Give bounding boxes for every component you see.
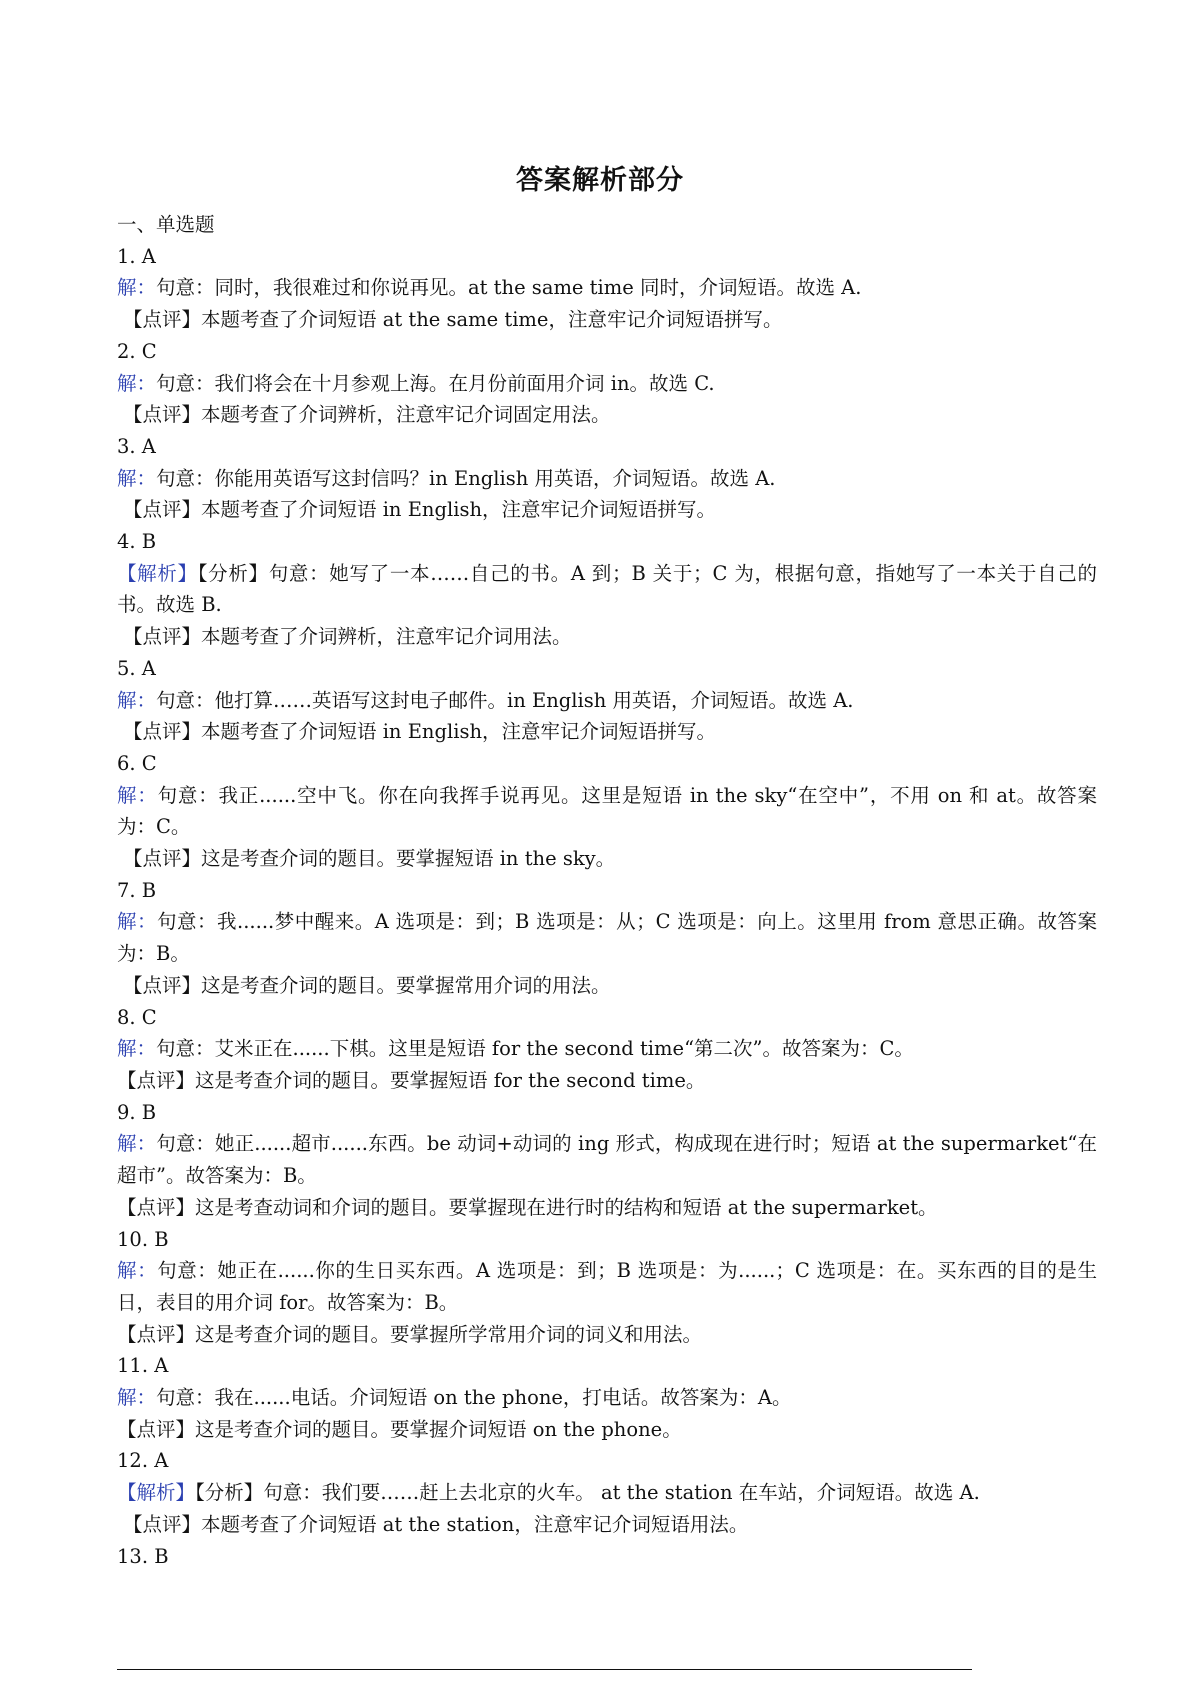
section-heading: 一、单选题: [117, 213, 215, 236]
answer-comment: 【点评】本题考查了介词短语 in English，注意牢记介词短语拼写。: [123, 498, 717, 522]
answer-comment: 【点评】这是考查介词的题目。要掌握介词短语 on the phone。: [117, 1417, 682, 1441]
answer-number: 10. B: [117, 1227, 169, 1251]
answer-analysis: [117, 1128, 1097, 1191]
answer-number: 4. B: [117, 530, 157, 554]
analysis-text: 【分析】句意：她写了一本……自己的书。A 到；B 关于；C 为，根据句意，指她写了一本关于自己的书。故选 B.: [117, 561, 1097, 617]
analysis-tag: 【解析】: [117, 1481, 196, 1505]
answer-comment: 【点评】这是考查动词和介词的题目。要掌握现在进行时的结构和短语 at the supermarket。: [117, 1195, 938, 1219]
analysis-text: 句意：艾米正在......下棋。这里是短语 for the second time“第二次”。故答案为：C。: [156, 1037, 914, 1061]
answer-analysis: [117, 272, 1097, 304]
answer-item-4: [117, 526, 1097, 653]
answer-comment: 【点评】这是考查介词的题目。要掌握短语 for the second time。: [117, 1068, 706, 1092]
analysis-text: 【分析】句意：我们要……赶上去北京的火车。 at the station 在车站，介词短语。故选 A.: [195, 1481, 980, 1505]
answer-item-6: [117, 748, 1097, 875]
answer-comment: 【点评】这是考查介词的题目。要掌握短语 in the sky。: [123, 847, 616, 871]
answer-item-3: [117, 431, 1097, 526]
answer-analysis: [117, 1382, 1097, 1414]
analysis-tag: 解：: [117, 910, 158, 934]
footer-divider: [117, 1669, 972, 1670]
analysis-text: 句意：她正在......你的生日买东西。A 选项是：到；B 选项是：为......；C 选项是：在。买东西的目的是生日，表目的用介词 for。故答案为：B。: [117, 1259, 1097, 1314]
analysis-tag: 【解析】: [117, 561, 198, 585]
answer-item-5: [117, 653, 1097, 748]
analysis-tag: 解：: [117, 371, 157, 395]
answer-number: 3. A: [117, 434, 156, 458]
answer-item-2: [117, 336, 1097, 431]
analysis-text: 句意：我......梦中醒来。A 选项是：到；B 选项是：从；C 选项是：向上。这里用 from 意思正确。故答案为：B。: [117, 910, 1097, 966]
answer-number: 11. A: [117, 1354, 169, 1378]
answer-item-1: [117, 241, 1097, 336]
answer-analysis: [117, 463, 1097, 495]
analysis-tag: 解：: [117, 466, 157, 490]
answer-number: 9. B: [117, 1100, 157, 1124]
answer-number: 12. A: [117, 1449, 169, 1473]
answer-item-9: [117, 1097, 1097, 1224]
analysis-text: 句意：他打算……英语写这封电子邮件。in English 用英语，介词短语。故选 A.: [156, 688, 854, 712]
answer-analysis: [117, 906, 1097, 969]
answer-number: 8. C: [117, 1005, 157, 1029]
answer-item-11: [117, 1350, 1097, 1445]
answer-analysis: [117, 780, 1097, 843]
analysis-tag: 解：: [117, 783, 158, 807]
answer-content: [117, 209, 1097, 1572]
answer-comment: 【点评】这是考查介词的题目。要掌握所学常用介词的词义和用法。: [117, 1322, 703, 1346]
analysis-text: 句意：我正......空中飞。你在向我挥手说再见。这里是短语 in the sky“在空中”，不用 on 和 at。故答案为：C。: [117, 783, 1097, 839]
answer-comment: 【点评】这是考查介词的题目。要掌握常用介词的用法。: [123, 973, 611, 997]
analysis-text: 句意：我在......电话。介词短语 on the phone，打电话。故答案为：A。: [156, 1386, 792, 1410]
answer-comment: 【点评】本题考查了介词短语 at the same time，注意牢记介词短语拼写。: [123, 308, 783, 332]
answer-number: 5. A: [117, 656, 156, 680]
page-title: 答案解析部分: [516, 165, 684, 196]
answer-number: 7. B: [117, 878, 157, 902]
analysis-text: 句意：我们将会在十月参观上海。在月份前面用介词 in。故选 C.: [156, 371, 715, 395]
analysis-tag: 解：: [117, 1386, 157, 1410]
answer-comment: 【点评】本题考查了介词短语 in English，注意牢记介词短语拼写。: [123, 720, 717, 744]
analysis-tag: 解：: [117, 276, 157, 300]
answer-number: 6. C: [117, 751, 157, 775]
answer-analysis: [117, 685, 1097, 717]
answer-number: 13. B: [117, 1544, 169, 1568]
analysis-tag: 解：: [117, 1132, 157, 1156]
answer-comment: 【点评】本题考查了介词短语 at the station，注意牢记介词短语用法。: [123, 1512, 749, 1536]
answer-item-12: [117, 1445, 1097, 1540]
answer-number: 2. C: [117, 339, 157, 363]
answer-analysis: [117, 558, 1097, 621]
answer-analysis: [117, 368, 1097, 400]
answer-comment: 【点评】本题考查了介词辨析，注意牢记介词用法。: [123, 625, 572, 649]
answer-analysis: [117, 1477, 1097, 1509]
answer-item-13: [117, 1541, 1097, 1573]
answer-item-8: [117, 1002, 1097, 1097]
analysis-text: 句意：她正......超市......东西。be 动词+动词的 ing 形式，构成现在进行时；短语 at the supermarket“在超市”。故答案为：B。: [117, 1132, 1097, 1188]
analysis-text: 句意：同时，我很难过和你说再见。at the same time 同时，介词短语。故选 A.: [156, 276, 862, 300]
answer-number: 1. A: [117, 244, 156, 268]
analysis-tag: 解：: [117, 688, 157, 712]
analysis-tag: 解：: [117, 1037, 157, 1061]
answer-analysis: [117, 1033, 1097, 1065]
analysis-text: 句意：你能用英语写这封信吗？in English 用英语，介词短语。故选 A.: [156, 466, 776, 490]
answer-item-7: [117, 875, 1097, 1002]
answer-analysis: [117, 1255, 1097, 1318]
analysis-tag: 解：: [117, 1259, 158, 1283]
answer-comment: 【点评】本题考查了介词辨析，注意牢记介词固定用法。: [123, 403, 611, 427]
answer-item-10: [117, 1224, 1097, 1351]
